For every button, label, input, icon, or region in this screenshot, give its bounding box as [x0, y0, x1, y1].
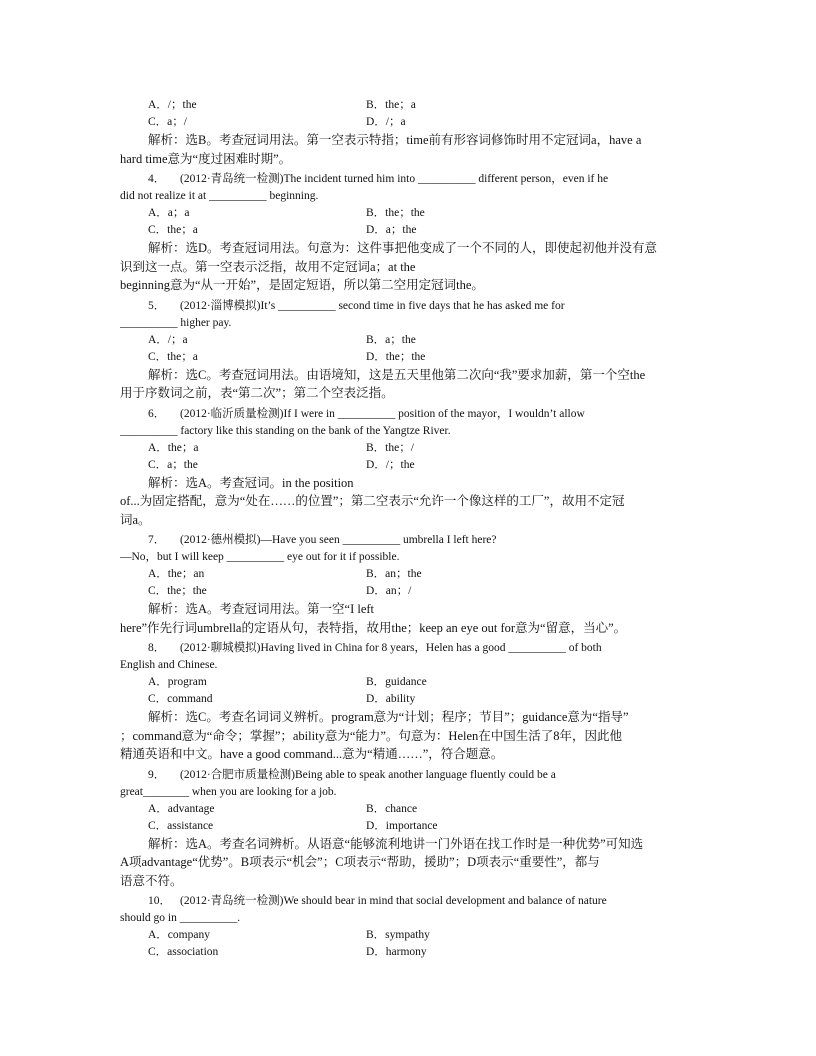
- question-source: (2012·临沂质量检测): [180, 407, 284, 420]
- options-row: [120, 222, 710, 239]
- option-d: D．importance: [366, 819, 438, 832]
- question-source: (2012·合肥市质量检测): [180, 768, 295, 781]
- option-a: A．/；a: [148, 333, 188, 346]
- explanation-line: 词a。: [120, 512, 151, 527]
- option-d: D．harmony: [366, 946, 427, 958]
- question-source: (2012·德州模拟): [180, 534, 261, 546]
- option-c: C．the；a: [148, 224, 198, 236]
- question-list: [120, 97, 710, 961]
- option-c: C．a；the: [148, 458, 198, 471]
- option-b: B．guidance: [366, 676, 427, 688]
- options-row: [120, 205, 710, 222]
- options-row: [120, 566, 710, 583]
- question-stem-line: [120, 406, 710, 423]
- question-stem-line: [120, 767, 710, 784]
- explanation-line: ；command意为“命令；掌握”；ability意为“能力”。句意为：Helen在中国生活了8年，因此他: [120, 728, 623, 743]
- question-number: 5．: [148, 299, 166, 312]
- option-c: C．a；/: [148, 116, 187, 128]
- options-row: [120, 583, 710, 600]
- option-a: A．the；an: [148, 568, 205, 580]
- option-d: D．/；the: [366, 458, 415, 471]
- question-stem-line: __________ higher pay.: [120, 316, 232, 329]
- question-number: 9．: [148, 768, 166, 781]
- question-source: (2012·青岛统一检测): [180, 173, 284, 185]
- option-c: C．the；a: [148, 350, 198, 363]
- option-a: A．advantage: [148, 802, 215, 815]
- option-d: D．an；/: [366, 585, 412, 597]
- question-stem-line: [120, 532, 710, 549]
- explanation-line: 解析：选D。考查冠词用法。句意为：这件事把他变成了一个不同的人，即使起初他并没有意: [148, 241, 658, 255]
- explanation-line: 精通英语和中文。have a good command...意为“精通……”，符合题意。: [120, 747, 504, 761]
- explanation-line: 用于序数词之前，表“第二次”；第二个空表泛指。: [120, 386, 394, 400]
- question-stem-line: [120, 640, 710, 657]
- question-stem-line: great________ when you are looking for a job.: [120, 785, 337, 798]
- question-5: [120, 298, 710, 403]
- option-a: A．/；the: [148, 99, 197, 111]
- question-9: [120, 767, 710, 891]
- question-stem-text: Having lived in China for 8 years，Helen has a good __________ of both: [260, 642, 602, 654]
- question-stem-text: The incident turned him into __________ different person，even if he: [283, 173, 609, 185]
- question-8: [120, 640, 710, 764]
- option-d: D．/；a: [366, 116, 406, 128]
- question-stem-line: __________ factory like this standing on the bank of the Yangtze River.: [120, 424, 451, 437]
- options-row: [120, 457, 710, 474]
- option-b: B．chance: [366, 802, 418, 815]
- question-10: [120, 893, 710, 961]
- question-stem-line: should go in __________.: [120, 912, 241, 924]
- explanation-line: 解析：选A。考查名词辨析。从语意“能够流利地讲一门外语在找工作时是一种优势”可知选: [148, 836, 644, 851]
- option-b: B．an；the: [366, 568, 422, 580]
- explanation-line: hard time意为“度过困难时期”。: [120, 151, 292, 166]
- question-stem-text: We should bear in mind that social development and balance of nature: [283, 895, 607, 907]
- question-4: [120, 171, 710, 295]
- question-source: (2012·聊城模拟): [180, 642, 261, 654]
- options-row: [120, 114, 710, 131]
- option-b: B．sympathy: [366, 929, 430, 941]
- explanation-line: 解析：选A。考查冠词。in the position: [148, 475, 354, 490]
- question-source: (2012·淄博模拟): [180, 299, 261, 312]
- question-stem-line: [120, 171, 710, 188]
- explanation-line: 解析：选B。考查冠词用法。第一空表示特指；time前有形容词修饰时用不定冠词a，have a: [148, 133, 642, 147]
- option-b: B．the；/: [366, 441, 414, 454]
- option-d: D．ability: [366, 693, 416, 705]
- question-number: 4．: [148, 173, 166, 185]
- option-a: A．the；a: [148, 441, 199, 454]
- option-c: C．command: [148, 693, 213, 705]
- question-stem-line: did not realize it at __________ beginning.: [120, 190, 319, 202]
- explanation-line: here”作先行词umbrella的定语从句，表特指，故用the；keep an eye out for意为“留意，当心”。: [120, 620, 627, 635]
- option-b: B．a；the: [366, 333, 416, 346]
- option-c: C．association: [148, 946, 219, 958]
- options-row: [120, 97, 710, 114]
- question-stem-line: [120, 298, 710, 315]
- question-number: 6．: [148, 407, 166, 420]
- question-stem-text: If I were in __________ position of the mayor，I wouldn’t allow: [283, 407, 585, 420]
- question-stem-text: Being able to speak another language fluently could be a: [295, 768, 556, 781]
- options-row: [120, 332, 710, 349]
- question-number: 10．: [148, 895, 171, 907]
- options-row: [120, 944, 710, 961]
- question-7: [120, 532, 710, 637]
- explanation-line: A项advantage“优势”。B项表示“机会”；C项表示“帮助，援助”；D项表示“重要性”，都与: [120, 855, 600, 869]
- explanation-line: 解析：选C。考查名词词义辨析。program意为“计划；程序；节目”；guidance意为“指导”: [148, 710, 629, 724]
- explanation-line: of...为固定搭配，意为“处在……的位置”；第二空表示“允许一个像这样的工厂”，故用不定冠: [120, 494, 625, 508]
- question-stem-line: —No，but I will keep __________ eye out for it if possible.: [120, 551, 400, 563]
- option-d: D．a；the: [366, 224, 417, 236]
- explanation-line: 解析：选C。考查冠词用法。由语境知，这是五天里他第二次向“我”要求加薪，第一个空the: [148, 367, 646, 382]
- question-source: (2012·青岛统一检测): [180, 895, 284, 907]
- options-row: [120, 349, 710, 366]
- question-number: 8．: [148, 642, 166, 654]
- option-c: C．the；the: [148, 585, 207, 597]
- options-row: [120, 674, 710, 691]
- options-row: [120, 691, 710, 708]
- option-a: A．a；a: [148, 207, 190, 219]
- explanation-line: beginning意为“从一开始”，是固定短语，所以第二空用定冠词the。: [120, 278, 484, 292]
- explanation-line: 语意不符。: [120, 873, 183, 888]
- options-row: [120, 440, 710, 457]
- option-c: C．assistance: [148, 819, 214, 832]
- question-number: 7．: [148, 534, 166, 546]
- question-stem-line: English and Chinese.: [120, 659, 218, 671]
- option-a: A．company: [148, 929, 210, 941]
- option-b: B．the；the: [366, 207, 425, 219]
- option-d: D．the；the: [366, 350, 426, 363]
- question-stem-line: [120, 893, 710, 910]
- explanation-line: 解析：选A。考查冠词用法。第一空“I left: [148, 602, 375, 616]
- question-stem-text: It’s __________ second time in five days that he has asked me for: [260, 299, 565, 312]
- question-3-tail: [120, 97, 710, 168]
- option-b: B．the；a: [366, 99, 416, 111]
- options-row: [120, 927, 710, 944]
- option-a: A．program: [148, 676, 207, 688]
- explanation-line: 识到这一点。第一空表示泛指，故用不定冠词a；at the: [120, 259, 416, 274]
- question-stem-text: —Have you seen __________ umbrella I left here?: [260, 534, 497, 546]
- question-6: [120, 406, 710, 530]
- options-row: [120, 818, 710, 835]
- options-row: [120, 801, 710, 818]
